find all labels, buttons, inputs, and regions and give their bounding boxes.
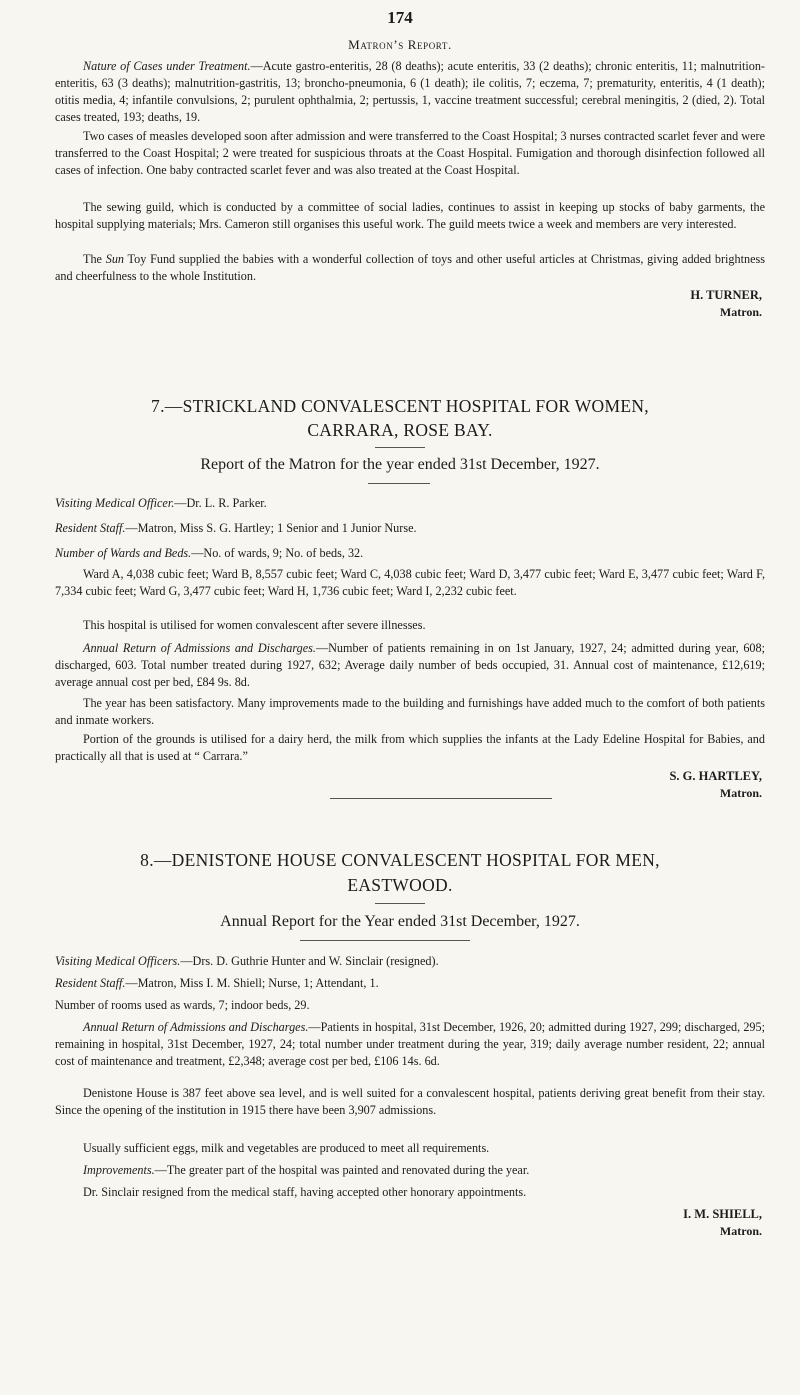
sinclair-paragraph: Dr. Sinclair resigned from the medical staff, having accepted other honorary appointments. bbox=[83, 1185, 527, 1199]
improvements-paragraph: The year has been satisfactory. Many improvements made to the building and furnishings have added much to the comfort of both patients and inmate workers. bbox=[55, 696, 765, 727]
signature-name: H. TURNER, bbox=[690, 288, 762, 302]
strickland-title-line1: 7.—STRICKLAND CONVALESCENT HOSPITAL FOR WOMEN, bbox=[151, 396, 649, 416]
location-paragraph: Denistone House is 387 feet above sea level, and is well suited for a convalescent hospital, patients deriving great benefit from their stay. Since the opening of the institution in 1915 there have been 3,907 admissions. bbox=[55, 1086, 765, 1117]
toy-fund-text-start: The bbox=[83, 252, 106, 266]
visiting-officers-text: —Drs. D. Guthrie Hunter and W. Sinclair (resigned). bbox=[180, 954, 439, 968]
wards-beds-line bbox=[55, 545, 765, 562]
signature-name: S. G. HARTLEY, bbox=[669, 769, 762, 783]
divider bbox=[375, 903, 425, 904]
annual-return-label: Annual Return of Admissions and Discharges. bbox=[83, 641, 316, 655]
signature-shiell bbox=[683, 1206, 762, 1240]
signature-title: Matron. bbox=[719, 1224, 762, 1238]
annual-return-paragraph bbox=[55, 1019, 765, 1070]
wards-beds-label: Number of Wards and Beds. bbox=[55, 546, 192, 560]
annual-return-text: —Number of patients remaining in on 1st January, 1927, 24; admitted during year, 608; discharged, 603. Total number treated during 1927, 632; Average daily number of beds occupied, 31. Annual cost of maintenance, £12,619; average annual cost per bed, £84 9s. 8d. bbox=[55, 641, 766, 689]
page-number: 174 bbox=[387, 8, 413, 27]
denistone-title-line1: 8.—DENISTONE HOUSE CONVALESCENT HOSPITAL FOR MEN, bbox=[140, 850, 660, 870]
resident-staff-label: Resident Staff. bbox=[55, 976, 126, 990]
strickland-title-line2: CARRARA, ROSE BAY. bbox=[307, 420, 493, 440]
sewing-guild-paragraph: The sewing guild, which is conducted by a committee of social ladies, continues to assist in keeping up stocks of baby garments, the hospital supplying materials; Mrs. Cameron still organises this useful work. The guild meets twice a week and members are very interested. bbox=[55, 200, 765, 231]
resident-staff-line bbox=[55, 975, 765, 992]
signature-title: Matron. bbox=[719, 305, 762, 319]
produce-paragraph: Usually sufficient eggs, milk and vegetables are produced to meet all requirements. bbox=[83, 1141, 490, 1155]
grounds-paragraph: Portion of the grounds is utilised for a dairy herd, the milk from which supplies the infants at the Lady Edeline Hospital for Babies, and practically all that is used at “ Carrara.” bbox=[55, 732, 765, 763]
nature-of-cases-label: Nature of Cases under Treatment. bbox=[83, 59, 251, 73]
nature-of-cases-paragraph bbox=[55, 58, 765, 126]
signature-name: I. M. SHIELL, bbox=[683, 1207, 762, 1221]
resident-staff-line bbox=[55, 520, 765, 537]
wards-beds-text: —No. of wards, 9; No. of beds, 32. bbox=[191, 546, 364, 560]
signature-hartley bbox=[669, 768, 762, 802]
visiting-officer-label: Visiting Medical Officer. bbox=[55, 496, 175, 510]
annual-return-text: —Patients in hospital, 31st December, 1926, 20; admitted during 1927, 299; discharged, 295; remaining in hospital, 31st December, 1927, 24; total number under treatment during the year, 319; daily average number resident, 22; annual cost of maintenance and treatment, £2,348; average cost per bed, £106 14s. 6d. bbox=[55, 1020, 765, 1068]
visiting-officer-text: —Dr. L. R. Parker. bbox=[174, 496, 267, 510]
toy-fund-paragraph bbox=[55, 251, 765, 285]
visiting-officer-line bbox=[55, 495, 765, 512]
visiting-officers-label: Visiting Medical Officers. bbox=[55, 954, 181, 968]
denistone-title-line2: EASTWOOD. bbox=[347, 875, 453, 895]
resident-staff-text: —Matron, Miss S. G. Hartley; 1 Senior and 1 Junior Nurse. bbox=[125, 521, 417, 535]
annual-return-label: Annual Return of Admissions and Discharges. bbox=[83, 1020, 309, 1034]
divider bbox=[368, 483, 430, 484]
denistone-report-title: Annual Report for the Year ended 31st December, 1927. bbox=[220, 913, 580, 930]
signature-turner bbox=[690, 287, 762, 321]
divider bbox=[300, 940, 470, 941]
divider bbox=[330, 798, 552, 799]
improvements-text: —The greater part of the hospital was painted and renovated during the year. bbox=[154, 1163, 530, 1177]
resident-staff-label: Resident Staff. bbox=[55, 521, 126, 535]
divider bbox=[375, 447, 425, 448]
visiting-officers-line bbox=[55, 953, 765, 970]
ward-sizes-paragraph: Ward A, 4,038 cubic feet; Ward B, 8,557 cubic feet; Ward C, 4,038 cubic feet; Ward D, 3,477 cubic feet; Ward E, 3,477 cubic feet; Ward F, 7,334 cubic feet; Ward G, 3,477 cubic feet; Ward H, 1,736 cubic feet; Ward I, 2,232 cubic feet. bbox=[55, 567, 765, 598]
utilised-paragraph: This hospital is utilised for women convalescent after severe illnesses. bbox=[83, 618, 426, 632]
toy-fund-text: Toy Fund supplied the babies with a wonderful collection of toys and other useful articles at Christmas, giving added brightness and cheerfulness to the whole Institution. bbox=[55, 252, 765, 283]
nature-of-cases-text: —Acute gastro-enteritis, 28 (8 deaths); acute enteritis, 33 (2 deaths); chronic enteritis, 11; malnutrition-enteritis, 63 (3 deaths); malnutrition-gastritis, 13; broncho-pneumonia, 6 (1 death); ile colitis, 7; eczema, 7; prematurity, enteritis, 4 (1 death); otitis media, 4; infantile convulsions, 2; purulent ophthalmia, 2; pertussis, 1, vaccine treatment successful; cerebral meningitis, 2 (died, 2). Total cases treated, 193; deaths, 19. bbox=[55, 59, 765, 124]
matron-report-heading: Matron’s Report. bbox=[348, 37, 452, 52]
improvements-line bbox=[55, 1162, 765, 1179]
improvements-label: Improvements. bbox=[83, 1163, 155, 1177]
resident-staff-text: —Matron, Miss I. M. Shiell; Nurse, 1; Attendant, 1. bbox=[125, 976, 379, 990]
rooms-line: Number of rooms used as wards, 7; indoor beds, 29. bbox=[55, 998, 310, 1012]
strickland-report-title: Report of the Matron for the year ended 31st December, 1927. bbox=[200, 456, 600, 473]
annual-return-paragraph bbox=[55, 640, 765, 691]
signature-title: Matron. bbox=[719, 786, 762, 800]
measles-paragraph: Two cases of measles developed soon after admission and were transferred to the Coast Hospital; 3 nurses contracted scarlet fever and were transferred to the Coast Hospital; 2 were treated for suspicious throats at the Coast Hospital. Fumigation and thorough disinfection followed all cases of infection. One baby contracted scarlet fever and was also treated at the Coast Hospital. bbox=[55, 129, 765, 177]
sun-newspaper-name: Sun bbox=[105, 252, 124, 266]
